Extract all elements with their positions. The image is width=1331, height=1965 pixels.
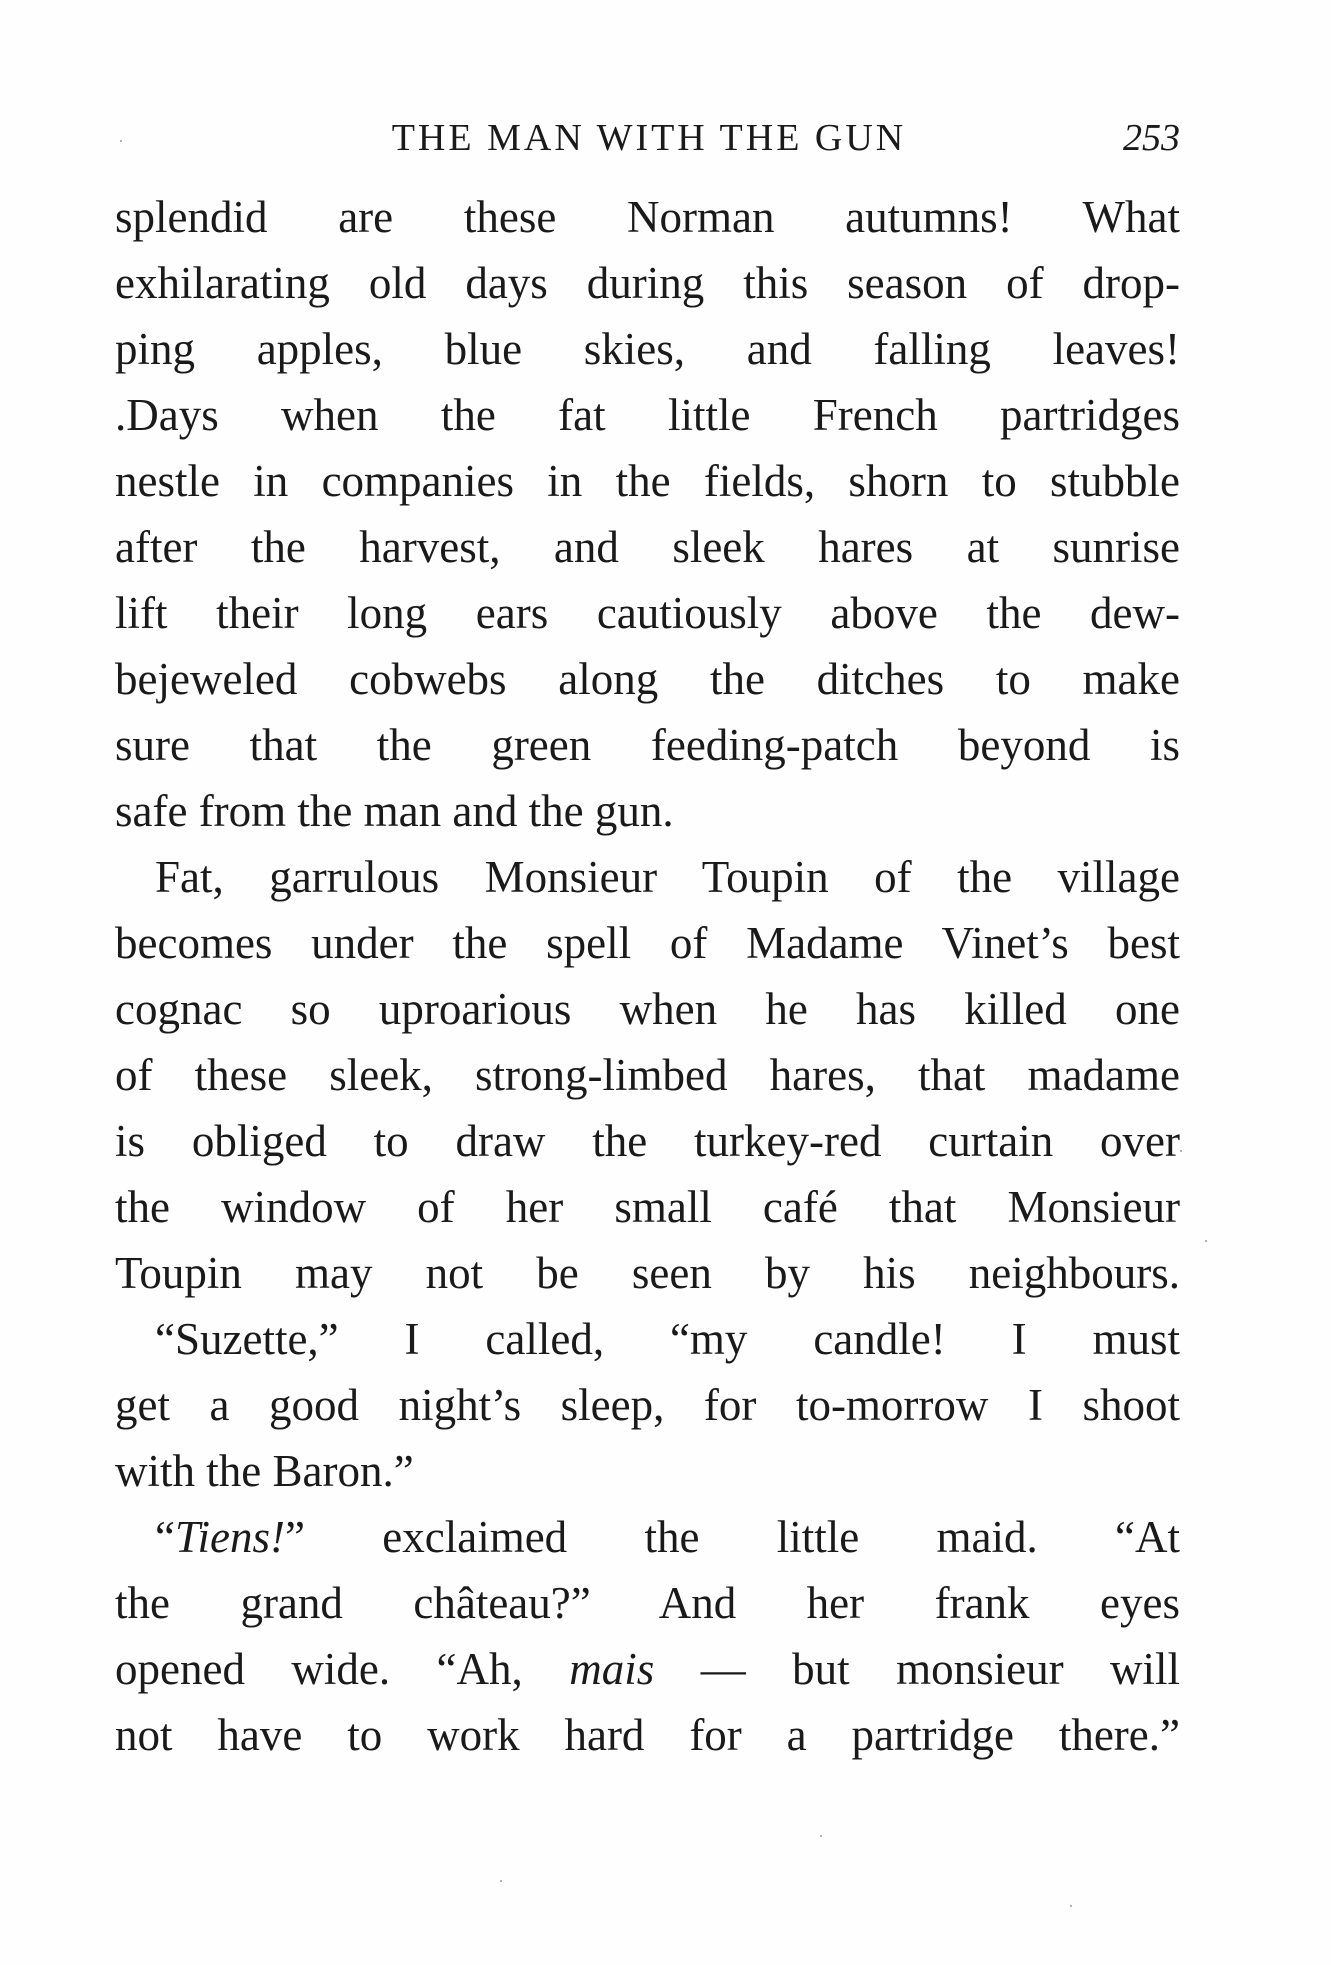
text-line: get a good night’s sleep, for to-morrow I shoot	[115, 1380, 1180, 1430]
text-line: exhilarating old days during this season of drop-	[115, 258, 1180, 308]
text-line: becomes under the spell of Madame Vinet’s best	[115, 918, 1180, 968]
text-line: is obliged to draw the turkey-red curtain over	[115, 1116, 1180, 1166]
text-line: bejeweled cobwebs along the ditches to make	[115, 654, 1180, 704]
text-line: safe from the man and the gun.	[115, 786, 674, 836]
body-text	[115, 184, 1180, 1768]
text-line: “Suzette,” I called, “my candle! I must	[155, 1314, 1180, 1364]
text-line: Fat, garrulous Monsieur Toupin of the village	[155, 852, 1180, 902]
text-line: ping apples, blue skies, and falling leaves!	[115, 324, 1180, 374]
text-line: Toupin may not be seen by his neighbours.	[115, 1248, 1180, 1298]
running-head	[118, 108, 1180, 168]
text-line: nestle in companies in the fields, shorn to stubble	[115, 456, 1180, 506]
text-line: opened wide. “Ah, mais — but monsieur will	[115, 1644, 1181, 1694]
scan-speck	[1205, 1240, 1207, 1242]
page-number: 253	[1123, 117, 1180, 159]
text-line: sure that the green feeding-patch beyond is	[115, 720, 1180, 770]
text-line: lift their long ears cautiously above the dew-	[115, 588, 1180, 638]
text-line: .Days when the fat little French partridges	[115, 390, 1180, 440]
scan-speck	[1070, 1905, 1072, 1907]
text-line: splendid are these Norman autumns! What	[115, 192, 1180, 242]
text-line: the grand château?” And her frank eyes	[115, 1578, 1180, 1628]
text-line: after the harvest, and sleek hares at sunrise	[115, 522, 1180, 572]
text-line: cognac so uproarious when he has killed one	[115, 984, 1180, 1034]
text-line: “Tiens!” exclaimed the little maid. “At	[155, 1512, 1180, 1562]
scan-speck	[1180, 1150, 1182, 1152]
text-line: of these sleek, strong-limbed hares, that madame	[115, 1050, 1180, 1100]
text-line: with the Baron.”	[115, 1446, 414, 1496]
scan-speck	[500, 1880, 502, 1882]
running-title: THE MAN WITH THE GUN	[391, 117, 907, 159]
scan-speck	[120, 140, 122, 142]
scan-speck	[820, 1835, 822, 1837]
text-line: the window of her small café that Monsieur	[115, 1182, 1180, 1232]
text-line: not have to work hard for a partridge there.”	[115, 1710, 1180, 1760]
